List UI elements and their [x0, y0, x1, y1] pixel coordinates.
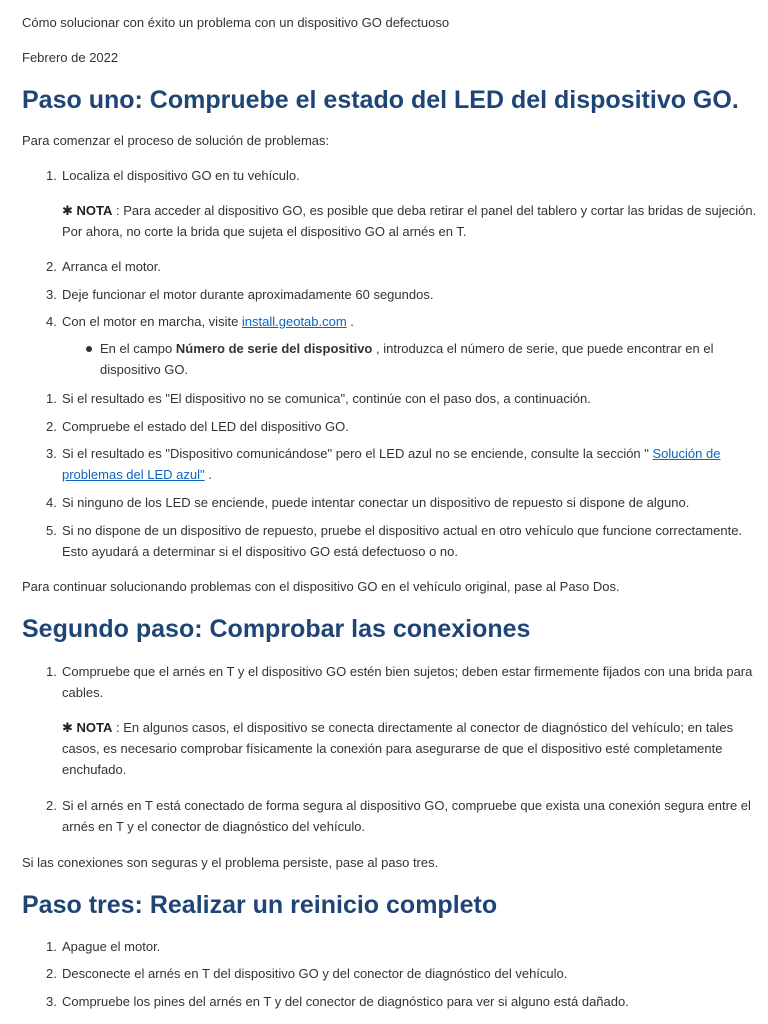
note-block	[62, 200, 760, 242]
list-item-text: Compruebe que el arnés en T y el dispositivo GO estén bien sujetos; deben estar firmemente fijados con una brida para cables.	[62, 664, 753, 700]
list-item-text: Si no dispone de un dispositivo de repuesto, pruebe el dispositivo actual en otro vehículo que funcione correctamente. Esto ayudará a determinar si el dispositivo GO está defectuoso o no.	[62, 523, 743, 559]
section-heading-step-three: Paso tres: Realizar un reinicio completo	[22, 891, 498, 919]
list-item-text: Localiza el dispositivo GO en tu vehículo.	[62, 168, 300, 183]
document-date: Febrero de 2022	[22, 50, 119, 65]
sub-list-item	[100, 338, 750, 380]
list-item-text: Arranca el motor.	[62, 259, 161, 274]
note-text: : En algunos casos, el dispositivo se conecta directamente al conector de diagnóstico del vehículo; en tales casos, es necesario comprobar físicamente la conexión para asegurarse de que el dispositivo esté completamente enchufado.	[62, 720, 734, 777]
asterisk-icon: ✱	[62, 720, 73, 735]
note-label: NOTA	[76, 720, 113, 735]
bullet-icon	[86, 346, 92, 352]
list-item-number: 3.	[46, 994, 57, 1009]
install-geotab-link[interactable]: install.geotab.com	[241, 314, 347, 329]
list-item-text: Si ninguno de los LED se enciende, puede intentar conectar un dispositivo de repuesto si dispone de alguno.	[62, 495, 690, 510]
list-item-text-before: Con el motor en marcha, visite	[62, 314, 242, 329]
list-item-text-after: .	[204, 467, 212, 482]
list-item-number: 1.	[46, 168, 57, 183]
list-item-number: 3.	[46, 287, 57, 302]
list-item-number: 5.	[46, 523, 57, 538]
list-item-number: 3.	[46, 446, 57, 461]
list-item-text: Deje funcionar el motor durante aproximadamente 60 segundos.	[62, 287, 434, 302]
note-block	[62, 717, 760, 780]
list-item-text: Apague el motor.	[62, 939, 161, 954]
list-item-number: 2.	[46, 259, 57, 274]
note-text: : Para acceder al dispositivo GO, es posible que deba retirar el panel del tablero y cortar las bridas de sujeción. Por ahora, no corte la brida que sujeta el dispositivo GO al arnés en T.	[62, 203, 757, 239]
list-item-text: Compruebe los pines del arnés en T y del conector de diagnóstico para ver si alguno está dañado.	[62, 994, 629, 1009]
section-intro: Para comenzar el proceso de solución de problemas:	[22, 133, 330, 148]
list-item-text: Si el arnés en T está conectado de forma segura al dispositivo GO, compruebe que exista una conexión segura entre el arnés en T y el conector de diagnóstico del vehículo.	[62, 798, 751, 834]
list-item-text-before: Si el resultado es "Dispositivo comunicándose" pero el LED azul no se enciende, consulte la sección "	[62, 446, 653, 461]
list-item-number: 2.	[46, 966, 57, 981]
note-label: NOTA	[76, 203, 113, 218]
section-outro: Para continuar solucionando problemas con el dispositivo GO en el vehículo original, pase al Paso Dos.	[22, 579, 620, 594]
list-item-number: 1.	[46, 664, 57, 679]
sub-list-text-after: , introduzca el número de serie, que puede encontrar en el dispositivo GO.	[100, 341, 714, 377]
asterisk-icon: ✱	[62, 203, 73, 218]
list-item-number: 4.	[46, 314, 57, 329]
list-item-text: Si el resultado es "El dispositivo no se comunica", continúe con el paso dos, a continuación.	[62, 391, 591, 406]
list-item-text	[62, 443, 760, 485]
section-heading-step-two: Segundo paso: Comprobar las conexiones	[22, 615, 531, 643]
list-item-number: 1.	[46, 391, 57, 406]
section-outro: Si las conexiones son seguras y el problema persiste, pase al paso tres.	[22, 855, 439, 870]
sub-list-bold-text: Número de serie del dispositivo	[175, 341, 373, 356]
list-item-text: Compruebe el estado del LED del dispositivo GO.	[62, 419, 349, 434]
blue-led-troubleshooting-link[interactable]: Solución de problemas del LED azul"	[62, 446, 721, 482]
list-item-text-after: .	[346, 314, 354, 329]
list-item-number: 1.	[46, 939, 57, 954]
list-item-text	[62, 311, 760, 332]
document-title: Cómo solucionar con éxito un problema con un dispositivo GO defectuoso	[22, 15, 450, 30]
list-item-number: 2.	[46, 798, 57, 813]
list-item-number: 2.	[46, 419, 57, 434]
list-item-number: 4.	[46, 495, 57, 510]
list-item-text: Desconecte el arnés en T del dispositivo GO y del conector de diagnóstico del vehículo.	[62, 966, 568, 981]
sub-list-text-before: En el campo	[100, 341, 176, 356]
section-heading-step-one: Paso uno: Compruebe el estado del LED del dispositivo GO.	[22, 86, 739, 114]
